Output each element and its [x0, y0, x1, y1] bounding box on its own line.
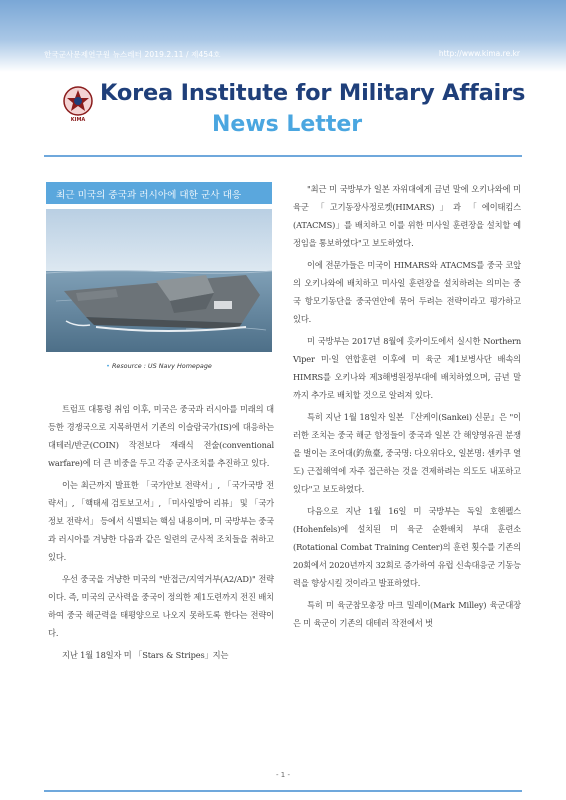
- paragraph: 우선 중국을 겨냥한 미국의 "반접근/지역거부(A2/AD)" 전략이다. 즉, 미국의 군사력을 중국이 정의한 제1도련까지 전진 배치하여 중국 해군력을 태평양으로 나오지 못하도록 한다는 전략이다.: [48, 574, 274, 638]
- destroyer-photo: [46, 209, 272, 352]
- paragraph: 이에 전문가들은 미국이 HIMARS와 ATACMS를 중국 코앞의 오키나와에 배치하고 미사일 훈련장을 설치하려는 의미는 중국 항모기동단을 중국연안에 묶어 두려는 전략이라고 평가하고 있다.: [293, 260, 521, 324]
- website-link[interactable]: http://www.kima.re.kr: [438, 49, 520, 58]
- kima-logo-icon: [62, 85, 94, 117]
- logo-label: KIMA: [70, 117, 86, 123]
- organization-name: Korea Institute for Military Affairs: [100, 80, 526, 106]
- paragraph: 트럼프 대통령 취임 이후, 미국은 중국과 러시아를 미래의 대등한 경쟁국으로 지목하면서 기존의 이슬람국가(IS)에 대응하는 대테러/반군(COIN) 작전보다 재래식 전술(conventional warfare)에 더 큰 비중을 두고 각종 군사조치를 추진하고 있다.: [48, 404, 274, 468]
- header-divider: [44, 155, 522, 157]
- paragraph: 다음으로 지난 1월 16일 미 국방부는 독일 호헨펠스(Hohenfels)에 설치된 미 육군 순환배치 부대 훈련소(Rotational Combat Training Center)의 훈련 횟수를 기존의 20회에서 2020년까지 32회로 증가하여 유럽 신속대응군 기동능력을 향상시킬 것이라고 발표하였다.: [293, 506, 521, 588]
- right-column: [293, 180, 521, 636]
- left-column: [48, 400, 274, 668]
- paragraph: 지난 1월 18일자 미 「Stars & Stripes」지는: [62, 650, 229, 660]
- issue-meta: 한국군사문제연구원 뉴스레터 2019.2.11 / 제454호: [44, 50, 221, 59]
- section-title-bar: 최근 미국의 중국과 러시아에 대한 군사 대응: [46, 182, 272, 204]
- newsletter-header-band: [0, 0, 566, 72]
- paragraph: 특히 미 육군참모총장 마크 밀레이(Mark Milley) 육군대장은 미 육군이 기존의 대테러 작전에서 벗: [293, 600, 521, 628]
- paragraph: 미 국방부는 2017년 8월에 홋카이도에서 실시한 Northern Viper 미·일 연합훈련 이후에 미 육군 제1보병사단 배속의 HIMRS를 오키나와 제3해병원정부대에 배치하였으며, 금년 말까지 추가로 배치할 것으로 알려져 있다.: [293, 336, 521, 400]
- page-number: - 1 -: [276, 771, 290, 779]
- footer-divider: [44, 790, 522, 792]
- newsletter-title: News Letter: [212, 112, 363, 137]
- paragraph: 이는 최근까지 발표한 「국가안보 전략서」, 「국가국방 전략서」, 「핵태세 검토보고서」, 「미사일방어 리뷰」 및 「국가정보 전략서」 등에서 식별되는 핵심 내용이며, 미 국방부는 중국과 러시아를 겨냥한 다음과 같은 일련의 군사적 조치들을 취하고 있다.: [48, 480, 274, 562]
- paragraph: 특히 지난 1월 18일자 일본 『산케이(Sankei) 신문』은 "이러한 조치는 중국 해군 함정들이 중국과 일본 간 해양영유권 분쟁을 벌이는 조어대(釣魚臺, 중국명: 다오위다오, 일본명: 센카쿠 열도) 근접해역에 자주 접근하는 것을 견제하려는 의도도 내포하고 있다"고 보도하였다.: [293, 412, 521, 494]
- caption-text: Resource : US Navy Homepage: [111, 362, 212, 370]
- bullet-icon: •: [106, 362, 110, 370]
- image-caption: [46, 362, 272, 370]
- paragraph: "최근 미 국방부가 일본 자위대에게 금년 말에 오키나와에 미 육군 「고기동장사정로켓(HIMARS)」과 「에이태킴스(ATACMS)」를 배치하고 이를 위한 미사일 훈련장을 설치할 예정임을 통보하였다"고 보도하였다.: [293, 184, 521, 248]
